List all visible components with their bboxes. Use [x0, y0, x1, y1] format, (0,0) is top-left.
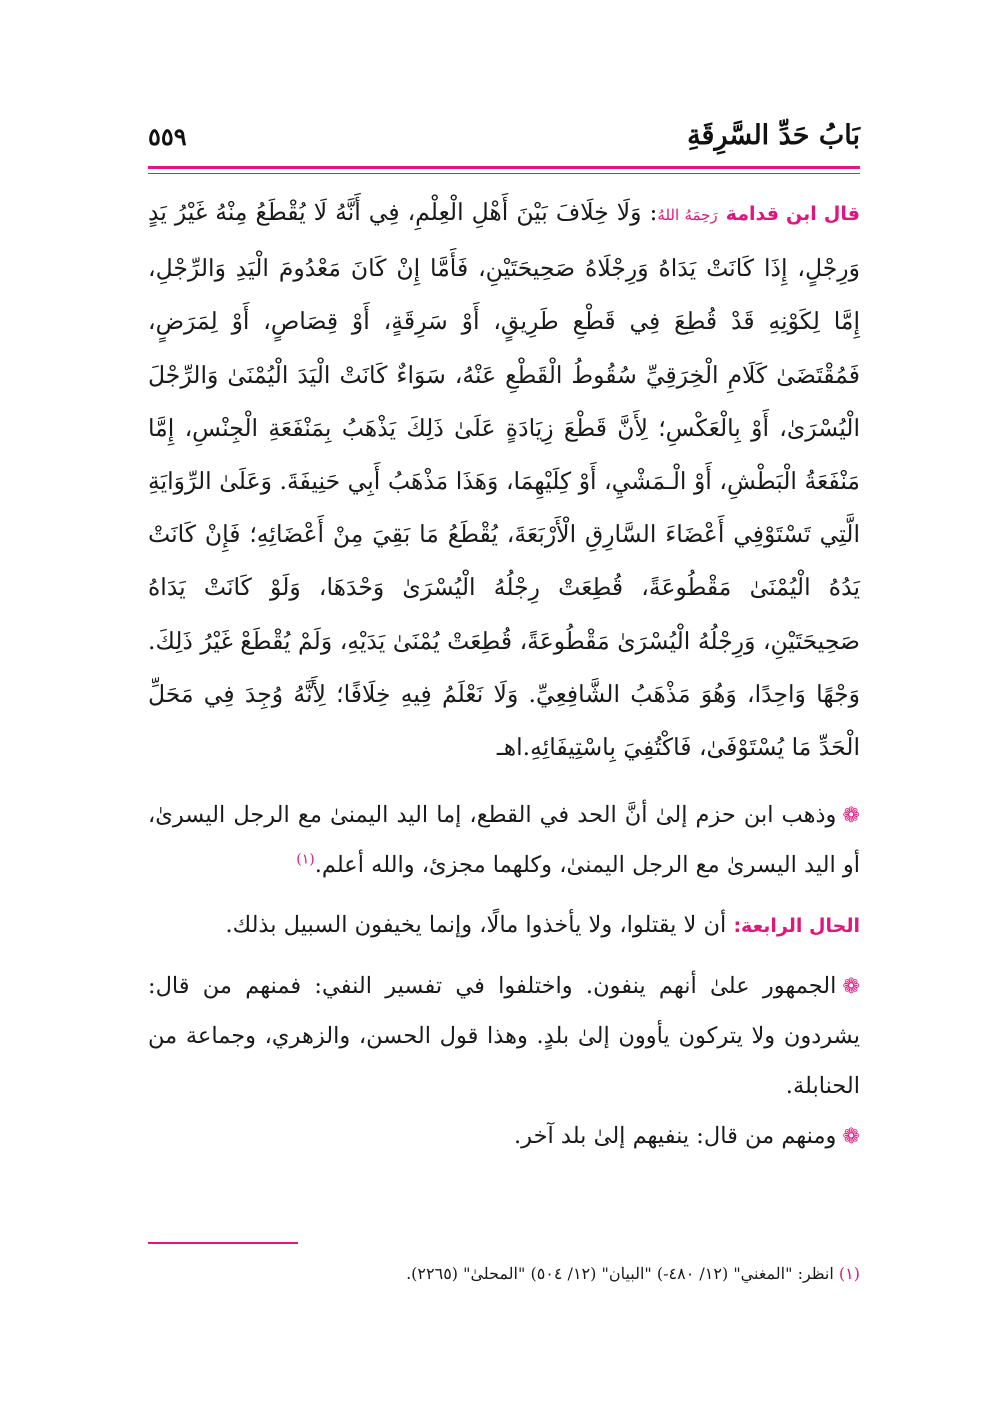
page-number: ٥٥٩ — [148, 122, 187, 151]
flower-bullet-icon: ❁ — [842, 1124, 860, 1149]
quote-paragraph — [148, 186, 860, 774]
paragraph-other-view — [148, 1111, 860, 1161]
footnote-reference[interactable]: (١) — [296, 851, 315, 868]
header-rule-thin — [148, 173, 860, 174]
section-label: الحال الرابعة: — [733, 915, 860, 938]
page-header — [148, 120, 860, 160]
paragraph-majority — [148, 961, 860, 1111]
footnote-text: انظر: "المغني" (١٢/ ٤٨٠-) "البيان" (١٢/ ٥٠٤) "المحلىٰ" (٢٢٦٥). — [406, 1264, 839, 1283]
quote-speaker: قال ابن قدامة — [725, 203, 860, 225]
paragraph-fourth-case — [148, 900, 860, 951]
footnote-number: (١) — [838, 1264, 860, 1283]
paragraph-text: أن لا يقتلوا، ولا يأخذوا مالًا، وإنما يخيفون السبيل بذلك. — [225, 912, 734, 939]
flower-bullet-icon: ❁ — [842, 803, 860, 828]
book-page — [148, 0, 860, 1418]
page-content — [148, 186, 860, 1161]
paragraph-text: وذهب ابن حزم إلىٰ أنَّ الحد في القطع، إما اليد اليمنىٰ مع الرجل اليسرىٰ، أو اليد اليسرىٰ مع الرجل اليمنىٰ، وكلهما مجزئ، والله أعلم. — [148, 802, 860, 879]
footnote — [406, 1260, 860, 1288]
paragraph-ibn-hazm — [148, 790, 860, 890]
flower-bullet-icon: ❁ — [842, 974, 860, 999]
footnote-separator — [148, 1242, 298, 1244]
chapter-title: بَابُ حَدِّ السَّرِقَةِ — [687, 120, 860, 151]
paragraph-text: الجمهور علىٰ أنهم ينفون. واختلفوا في تفسير النفي: فمنهم من قال: يشردون ولا يتركون يأوون إلىٰ بلدٍ. وهذا قول الحسن، والزهري، وجماعة من الحنابلة. — [148, 973, 860, 1100]
quote-text: : وَلَا خِلَافَ بَيْنَ أَهْلِ الْعِلْمِ، فِي أَنَّهُ لَا يُقْطَعُ مِنْهُ غَيْرُ يَدٍ وَرِجْلٍ، إِذَا كَانَتْ يَدَاهُ وَرِجْلَاهُ صَحِيحَتَيْنِ، فَأَمَّا إِنْ كَانَ مَعْدُومَ الْيَدِ وَالرِّجْلِ، إِمَّا لِكَوْنِهِ قَدْ قُطِعَ فِي قَطْعِ طَرِيقٍ، أَوْ سَرِقَةٍ، أَوْ قِصَاصٍ، أَوْ لِمَرَضٍ، فَمُقْتَضَىٰ كَلَامِ الْخِرَقِيِّ سُقُوطُ الْقَطْعِ عَنْهُ، سَوَاءٌ كَانَتْ الْيَدَ الْيُمْنَىٰ وَالرِّجْلَ الْيُسْرَىٰ، أَوْ بِالْعَكْسِ؛ لِأَنَّ قَطْعَ زِيَادَةٍ عَلَىٰ ذَلِكَ يَذْهَبُ بِمَنْفَعَةِ الْجِنْسِ، إِمَّا مَنْفَعَةُ الْبَطْشِ، أَوْ الْـمَشْيِ، أَوْ كِلَيْهِمَا، وَهَذَا مَذْهَبُ أَبِي حَنِيفَةَ. وَعَلَىٰ الرِّوَايَةِ الَّتِي تَسْتَوْفِي أَعْضَاءَ السَّارِقِ الْأَرْبَعَةَ، يُقْطَعُ مَا بَقِيَ مِنْ أَعْضَائِهِ؛ فَإِنْ كَانَتْ يَدُهُ الْيُمْنَىٰ مَقْطُوعَةً، قُطِعَتْ رِجْلُهُ الْيُسْرَىٰ وَحْدَهَا، وَلَوْ كَانَتْ يَدَاهُ صَحِيحَتَيْنِ، وَرِجْلُهُ الْيُسْرَىٰ مَقْطُوعَةً، قُطِعَتْ يُمْنَىٰ يَدَيْهِ، وَلَمْ يُقْطَعْ غَيْرُ ذَلِكَ. وَجْهًا وَاحِدًا، وَهُوَ مَذْهَبُ الشَّافِعِيِّ. وَلَا نَعْلَمُ فِيهِ خِلَافًا؛ لِأَنَّهُ وُجِدَ فِي مَحَلِّ الْحَدِّ مَا يُسْتَوْفَىٰ، فَاكْتُفِيَ بِاسْتِيفَائِهِ.اهـ — [148, 198, 860, 762]
paragraph-text: ومنهم من قال: ينفيهم إلىٰ بلد آخر. — [514, 1123, 837, 1150]
honorific-mark: رَحِمَهُ اللهُ — [657, 206, 718, 224]
header-rule — [148, 166, 860, 169]
